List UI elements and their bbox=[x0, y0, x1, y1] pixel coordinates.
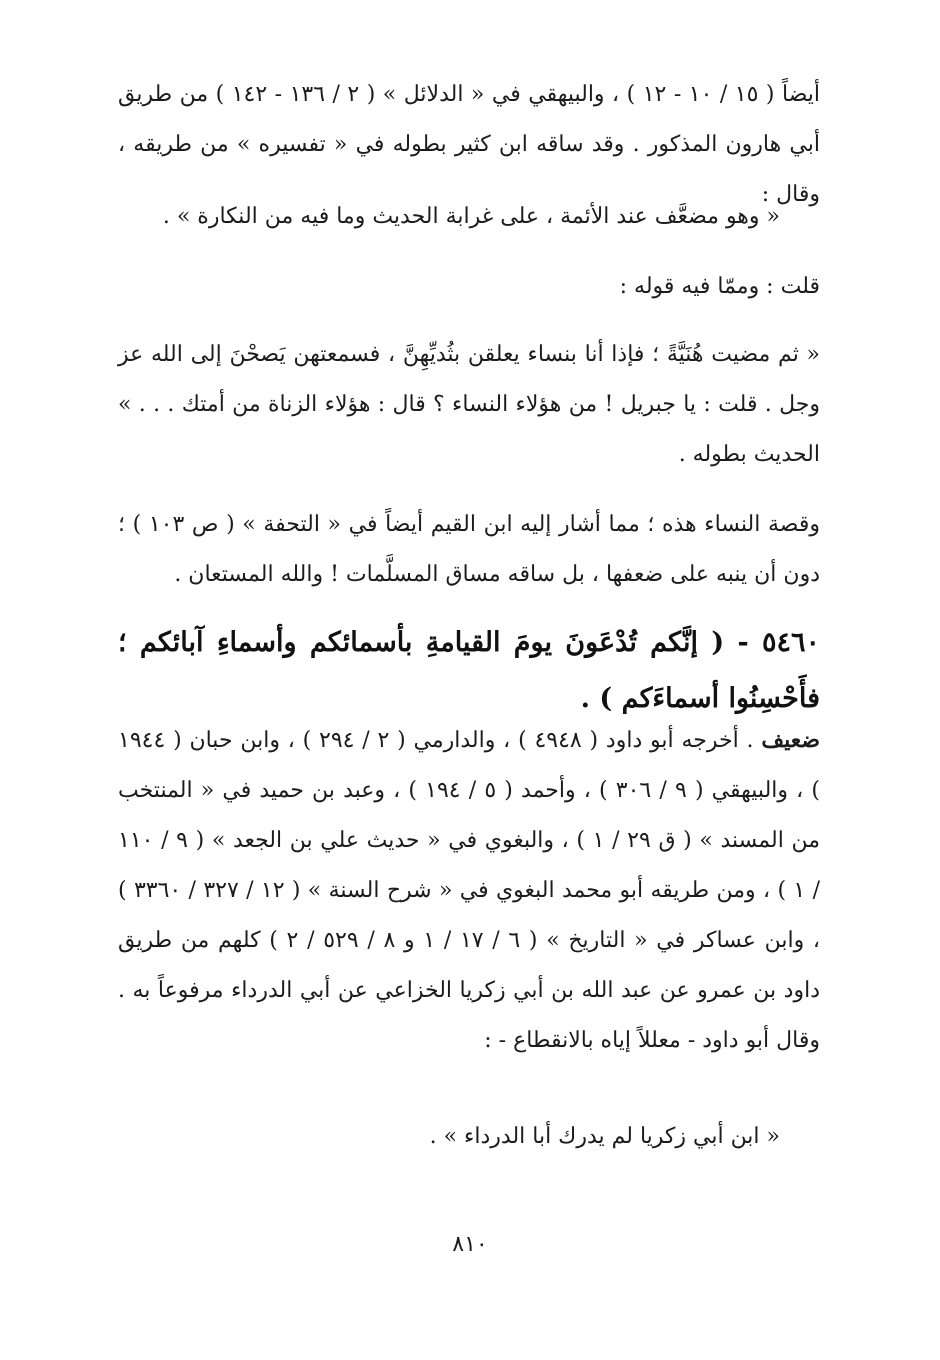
quote-text: « وهو مضعَّف عند الأئمة ، على غرابة الحديث وما فيه من النكارة » . bbox=[162, 204, 780, 229]
hadith-heading bbox=[118, 615, 820, 727]
hadith-text: ٥٤٦٠ - ( إنَّكم تُدْعَونَ يومَ القيامةِ بأسمائكم وأسماءِ آبائكم ؛ فأَحْسِنُوا أسماءَكم ) . bbox=[118, 627, 820, 714]
grade-label: ضعيف bbox=[761, 727, 821, 753]
paragraph-takhrij bbox=[118, 715, 820, 1066]
quote-text: « ابن أبي زكريا لم يدرك أبا الدرداء » . bbox=[429, 1124, 780, 1149]
takhrij-text: . أخرجه أبو داود ( ٤٩٤٨ ) ، والدارمي ( ٢ / ٢٩٤ ) ، وابن حبان ( ١٩٤٤ ) ، والبيهقي ( ٩ / ٣٠٦ ) ، وأحمد ( ٥ / ١٩٤ ) ، وعبد بن حميد في « المنتخب من المسند » ( ق ٢٩ / ١ ) ، والبغوي في « حديث علي بن الجعد » ( ٩ / ١١٠ / ١ ) ، ومن طريقه أبو محمد البغوي في « شرح السنة » ( ١٢ / ٣٢٧ / ٣٣٦٠ ) ، وابن عساكر في « التاريخ » ( ٦ / ١٧ / ١ و ٨ / ٥٢٩ / ٢ ) كلهم من طريق داود بن عمرو عن عبد الله بن أبي زكريا الخزاعي عن أبي الدرداء مرفوعاً به . وقال أبو داود - معللاً إياه بالانقطاع - : bbox=[118, 728, 821, 1053]
quote-ibn-kathir bbox=[118, 192, 780, 242]
paragraph-text bbox=[118, 715, 820, 1066]
paragraph-text: وقصة النساء هذه ؛ مما أشار إليه ابن القيم أيضاً في « التحفة » ( ص ١٠٣ ) ؛ دون أن ينبه على ضعفها ، بل ساقه مساق المسلَّمات ! والله المستعان . bbox=[118, 512, 820, 587]
quote-hadith-excerpt bbox=[118, 330, 820, 480]
quote-abu-dawud bbox=[118, 1112, 780, 1162]
paragraph-text: أيضاً ( ١٥ / ١٠ - ١٢ ) ، والبيهقي في « الدلائل » ( ٢ / ١٣٦ - ١٤٢ ) من طريق أبي هارون المذكور . وقد ساقه ابن كثير بطوله في « تفسيره » من طريقه ، وقال : bbox=[118, 82, 821, 207]
quote-text: « ثم مضيت هُنَيَّةً ؛ فإذا أنا بنساء يعلقن بثُديِّهِنَّ ، فسمعتهن يَصحْنَ إلى الله عز وجل . قلت : يا جبريل ! من هؤلاء النساء ؟ قال : هؤلاء الزناة من أمتك . . . » الحديث بطوله . bbox=[118, 342, 820, 467]
page-number: ٨١٠ bbox=[452, 1232, 488, 1257]
paragraph-comment bbox=[118, 262, 820, 312]
paragraph-ibn-qayyim bbox=[118, 500, 820, 600]
paragraph-text: قلت : وممّا فيه قوله : bbox=[619, 274, 820, 299]
